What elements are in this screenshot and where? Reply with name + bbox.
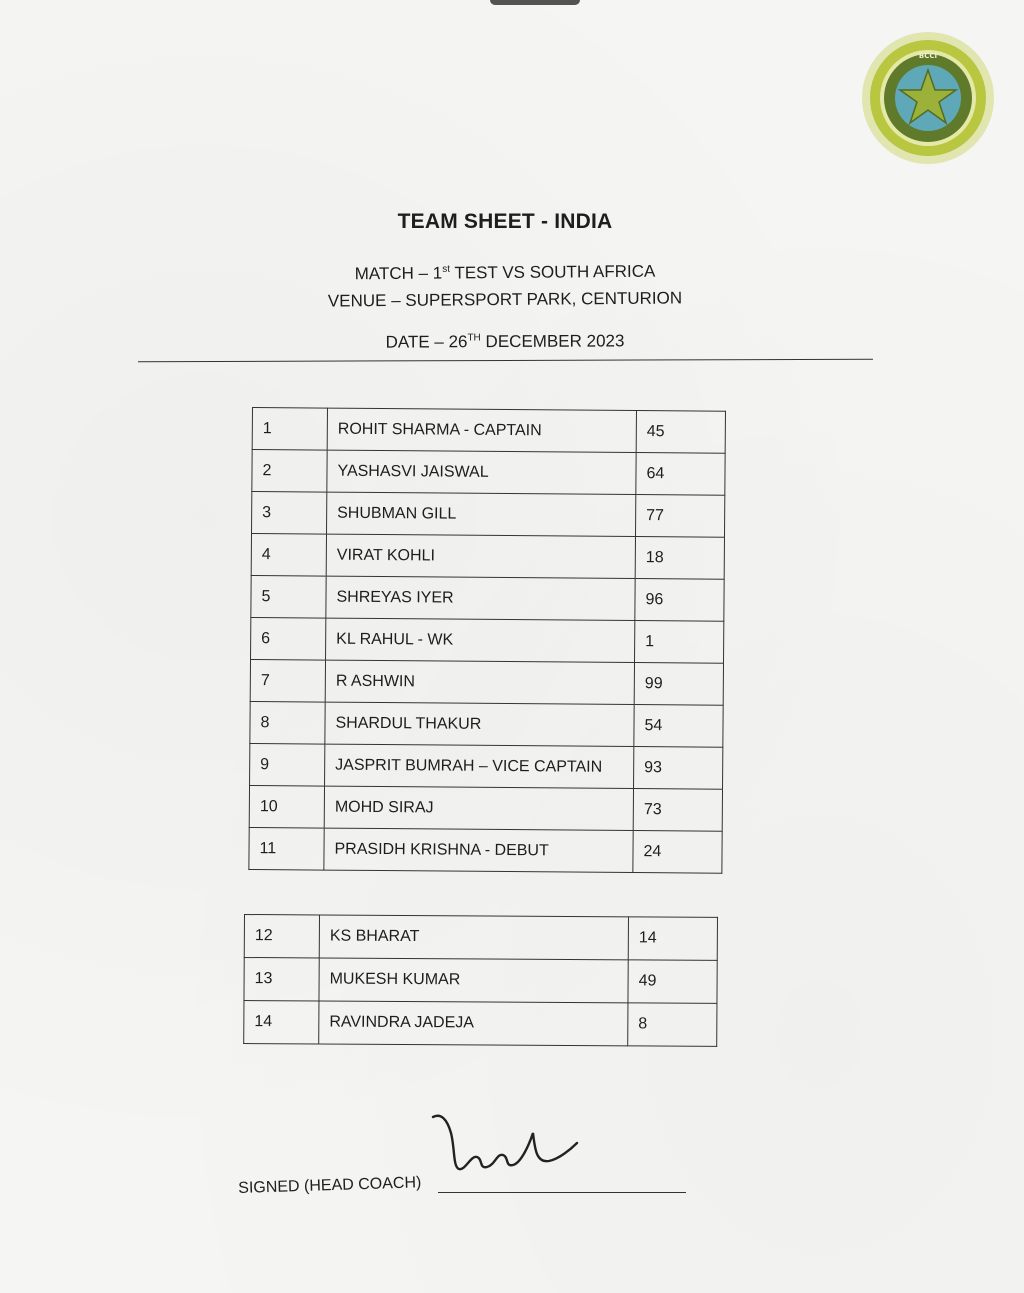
player-name: MUKESH KUMAR bbox=[319, 958, 628, 1003]
player-row bbox=[249, 785, 722, 831]
match-sup: st bbox=[442, 263, 451, 275]
player-value: 96 bbox=[635, 579, 724, 622]
player-row bbox=[252, 408, 725, 454]
player-number: 1 bbox=[252, 408, 327, 451]
emblem-lettering: BCCI bbox=[918, 52, 938, 60]
player-number: 8 bbox=[250, 701, 325, 744]
date-line bbox=[0, 329, 1010, 354]
player-name: ROHIT SHARMA - CAPTAIN bbox=[327, 408, 636, 452]
player-name: YASHASVI JAISWAL bbox=[327, 450, 636, 494]
bcci-emblem bbox=[858, 28, 998, 168]
player-name: SHREYAS IYER bbox=[326, 576, 635, 620]
player-value: 8 bbox=[628, 1003, 717, 1047]
top-edge-mark bbox=[490, 0, 580, 5]
player-number: 14 bbox=[244, 1001, 319, 1044]
player-row bbox=[251, 534, 724, 580]
player-value: 54 bbox=[634, 705, 723, 748]
player-value: 93 bbox=[634, 747, 723, 790]
player-row bbox=[250, 701, 723, 747]
player-name: VIRAT KOHLI bbox=[326, 534, 635, 578]
player-value: 14 bbox=[628, 917, 717, 961]
player-number: 10 bbox=[249, 785, 324, 828]
player-value: 99 bbox=[634, 663, 723, 706]
player-value: 73 bbox=[633, 789, 722, 832]
player-name: RAVINDRA JADEJA bbox=[319, 1001, 628, 1046]
coach-signature bbox=[425, 1105, 585, 1185]
signed-head-coach-label: SIGNED (HEAD COACH) bbox=[238, 1174, 422, 1197]
player-name: KS BHARAT bbox=[319, 915, 628, 960]
page-title: TEAM SHEET - INDIA bbox=[397, 210, 613, 233]
player-row bbox=[244, 958, 717, 1004]
date-prefix: DATE – 26 bbox=[385, 332, 468, 352]
player-value: 24 bbox=[633, 831, 722, 874]
player-number: 11 bbox=[249, 827, 324, 870]
venue-line: VENUE – SUPERSPORT PARK, CENTURION bbox=[327, 288, 683, 311]
date-suffix: DECEMBER 2023 bbox=[480, 331, 625, 352]
player-name: SHARDUL THAKUR bbox=[325, 702, 634, 746]
match-line bbox=[0, 259, 1010, 288]
player-name: MOHD SIRAJ bbox=[324, 786, 633, 830]
player-row bbox=[244, 1001, 717, 1047]
player-number: 13 bbox=[244, 958, 319, 1001]
starting-xi-table bbox=[248, 407, 726, 874]
player-row bbox=[251, 575, 724, 621]
player-row bbox=[249, 827, 722, 873]
player-row bbox=[252, 492, 725, 538]
signature-line bbox=[438, 1192, 686, 1193]
player-row bbox=[250, 743, 723, 789]
player-name: KL RAHUL - WK bbox=[326, 618, 635, 662]
header-divider bbox=[138, 359, 873, 363]
player-value: 1 bbox=[635, 621, 724, 664]
player-number: 12 bbox=[244, 915, 319, 958]
player-value: 77 bbox=[635, 495, 724, 538]
player-value: 45 bbox=[636, 411, 725, 454]
player-value: 18 bbox=[635, 537, 724, 580]
player-value: 64 bbox=[636, 453, 725, 496]
reserves-table bbox=[243, 914, 718, 1047]
player-number: 6 bbox=[251, 617, 326, 660]
player-name: JASPRIT BUMRAH – VICE CAPTAIN bbox=[325, 744, 634, 788]
player-name: R ASHWIN bbox=[325, 660, 634, 704]
match-prefix: MATCH – 1 bbox=[354, 263, 443, 284]
player-number: 9 bbox=[250, 743, 325, 786]
player-number: 2 bbox=[252, 450, 327, 493]
match-suffix: TEST VS SOUTH AFRICA bbox=[449, 261, 656, 283]
player-name: SHUBMAN GILL bbox=[327, 492, 636, 536]
player-number: 3 bbox=[252, 492, 327, 535]
player-number: 7 bbox=[250, 659, 325, 702]
player-row bbox=[250, 659, 723, 705]
player-row bbox=[251, 617, 724, 663]
player-name: PRASIDH KRISHNA - DEBUT bbox=[324, 828, 633, 872]
date-sup: TH bbox=[467, 332, 481, 344]
player-row bbox=[244, 915, 717, 961]
player-number: 5 bbox=[251, 575, 326, 618]
player-value: 49 bbox=[628, 960, 717, 1004]
player-row bbox=[252, 450, 725, 496]
player-number: 4 bbox=[251, 534, 326, 577]
